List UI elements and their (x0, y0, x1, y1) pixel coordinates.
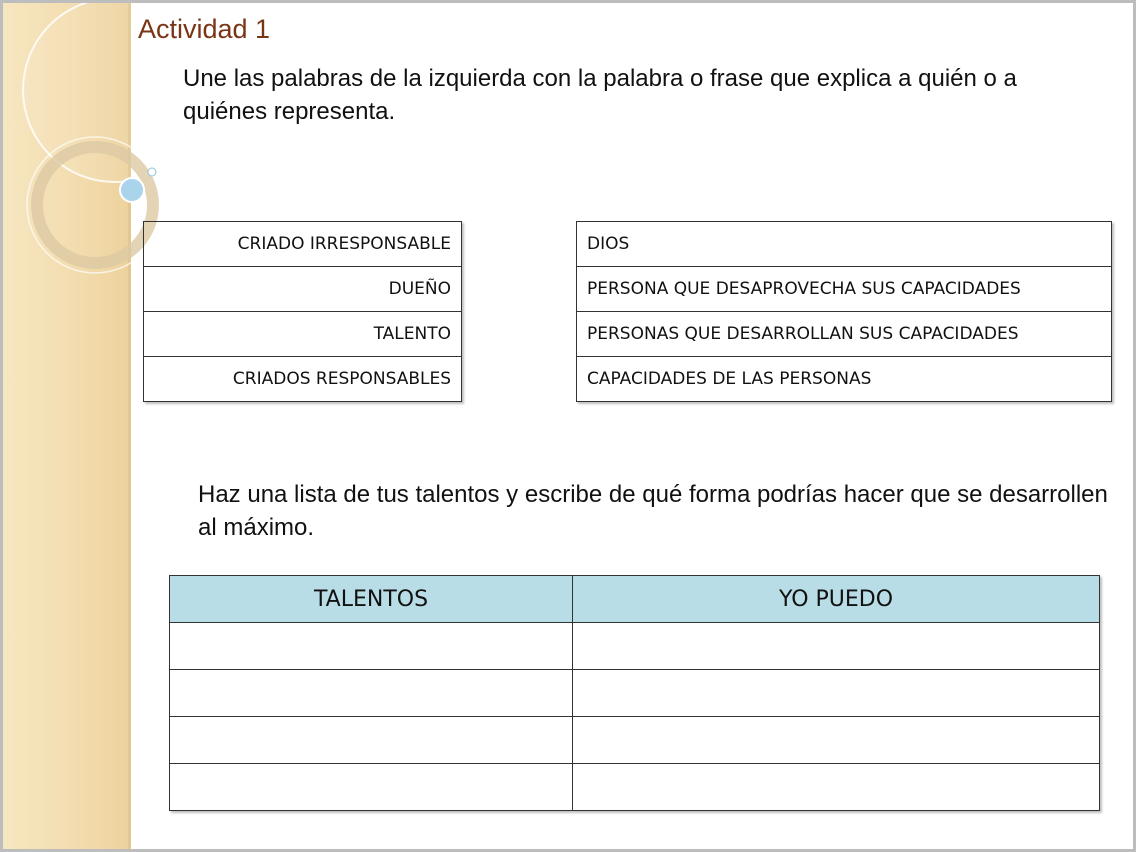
left-term: DUEÑO (144, 267, 462, 312)
plan-cell[interactable] (573, 623, 1100, 670)
deco-bubble-large (120, 178, 144, 202)
activity-title: Actividad 1 (138, 14, 271, 44)
table-row (577, 267, 1112, 312)
plan-cell[interactable] (573, 717, 1100, 764)
plan-cell[interactable] (573, 764, 1100, 811)
table-row (144, 312, 462, 357)
talents-table (169, 575, 1100, 811)
table-header-row (170, 576, 1100, 623)
talent-cell[interactable] (170, 623, 573, 670)
table-row (577, 222, 1112, 267)
right-term: PERSONAS QUE DESARROLLAN SUS CAPACIDADES (577, 312, 1112, 357)
left-terms-table (143, 221, 462, 402)
table-row (170, 670, 1100, 717)
table-row (577, 312, 1112, 357)
right-term: PERSONA QUE DESAPROVECHA SUS CAPACIDADES (577, 267, 1112, 312)
talent-cell[interactable] (170, 717, 573, 764)
table-row (144, 222, 462, 267)
header-yo-puedo: YO PUEDO (573, 576, 1100, 623)
talent-cell[interactable] (170, 764, 573, 811)
talent-cell[interactable] (170, 670, 573, 717)
left-term: CRIADO IRRESPONSABLE (144, 222, 462, 267)
right-term: DIOS (577, 222, 1112, 267)
left-term: TALENTO (144, 312, 462, 357)
table-row (170, 717, 1100, 764)
table-row (170, 623, 1100, 670)
plan-cell[interactable] (573, 670, 1100, 717)
right-term: CAPACIDADES DE LAS PERSONAS (577, 357, 1112, 402)
table-row (577, 357, 1112, 402)
left-term: CRIADOS RESPONSABLES (144, 357, 462, 402)
table-row (144, 267, 462, 312)
table-row (170, 764, 1100, 811)
deco-bubble-small (148, 168, 156, 176)
instruction-matching: Une las palabras de la izquierda con la palabra o frase que explica a quién o a quiénes representa. (183, 65, 1017, 125)
header-talentos: TALENTOS (170, 576, 573, 623)
instruction-talents: Haz una lista de tus talentos y escribe de qué forma podrías hacer que se desarrollen al máximo. (198, 481, 1108, 541)
table-row (144, 357, 462, 402)
right-terms-table (576, 221, 1112, 402)
